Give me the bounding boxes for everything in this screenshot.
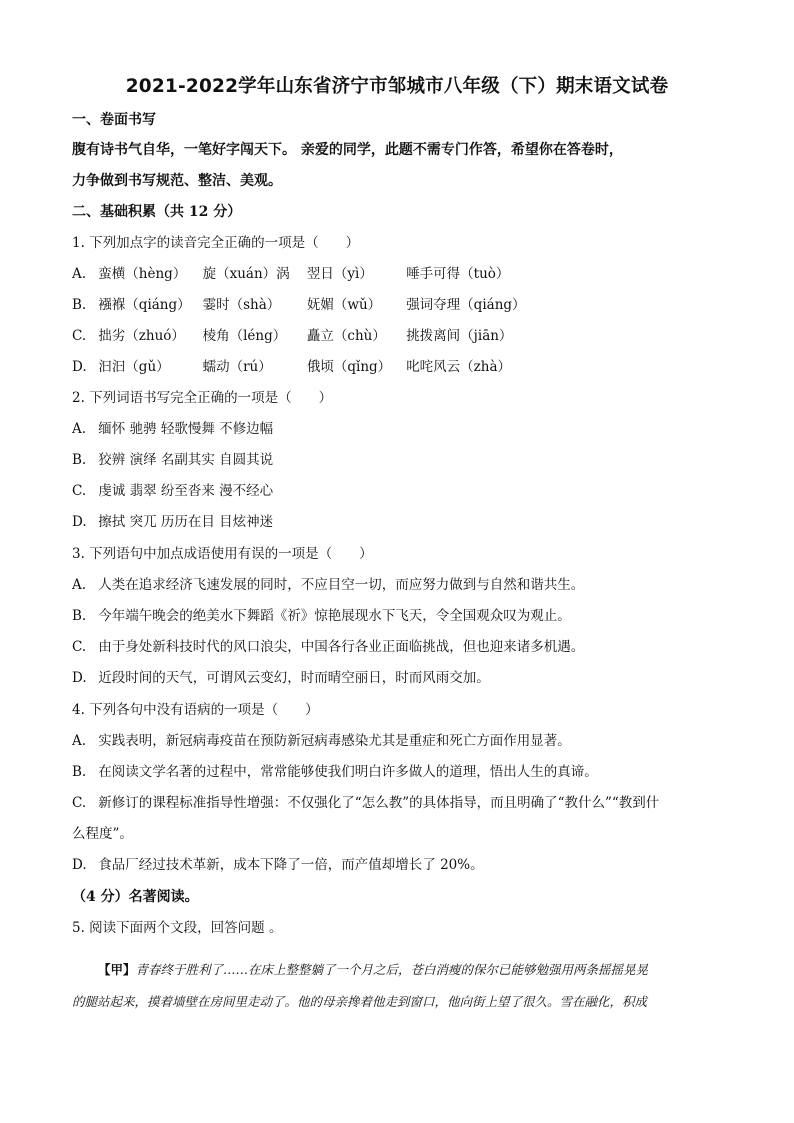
- option-item: 翌日（yì）: [306, 266, 373, 282]
- option-item: 挑拨离间（jiān）: [406, 328, 513, 344]
- excerpt-text: 青春终于胜利了……在床上整整躺了一个月之后，苍白消瘦的保尔已能够勉强用两条摇摇晃晃: [135, 962, 649, 977]
- option-item: 棱角（léng）: [202, 328, 287, 344]
- option-item: 霎时（shà）: [202, 297, 281, 313]
- question-3-option-a: [72, 575, 732, 595]
- option-label: D.: [72, 514, 87, 530]
- option-item: 汩汩（gǔ）: [98, 359, 170, 375]
- excerpt-line: 的腿站起来，摸着墙壁在房间里走动了。他的母亲搀着他走到窗口，他向街上望了很久。雪在融化，积成: [72, 994, 648, 1009]
- option-label: B.: [72, 608, 87, 624]
- option-item: 蛮横（hèng）: [98, 266, 187, 282]
- option-text: 么程度”。: [72, 826, 133, 842]
- question-2-option-a: [72, 419, 732, 439]
- option-label: A.: [72, 733, 87, 749]
- question-3-option-c: [72, 637, 732, 657]
- question-stem-1: 1. 下列加点字的读音完全正确的一项是（ ）: [72, 235, 360, 251]
- question-1-option-a: [72, 264, 732, 284]
- option-label: B.: [72, 452, 87, 468]
- option-item: 襁褓（qiáng）: [98, 297, 191, 313]
- page-title: 2021-2022学年山东省济宁市邹城市八年级（下）期末语文试卷: [125, 76, 669, 97]
- option-text: 擦拭 突兀 历历在目 目炫神迷: [98, 514, 274, 530]
- option-label: A.: [72, 421, 87, 437]
- question-stem-3: 3. 下列语句中加点成语使用有误的一项是（ ）: [72, 546, 373, 562]
- option-label: C.: [72, 639, 87, 655]
- option-text: 新修订的课程标准指导性增强：不仅强化了“怎么教”的具体指导，而且明确了“教什么”“教到什: [98, 795, 660, 811]
- question-3-option-b: [72, 606, 732, 626]
- option-text: 人类在追求经济飞速发展的同时，不应目空一切，而应努力做到与自然和谐共生。: [98, 577, 585, 593]
- option-label: A.: [72, 577, 87, 593]
- section-heading-basics: 二、基础积累（共 12 分）: [72, 204, 242, 220]
- option-item: 妩媚（wǔ）: [306, 297, 382, 313]
- question-2-option-d: [72, 512, 732, 532]
- option-label: C.: [72, 328, 87, 344]
- section-text-line: 力争做到书写规范、整洁、美观。: [72, 173, 282, 189]
- question-2-option-b: [72, 450, 732, 470]
- option-label: D.: [72, 670, 87, 686]
- question-2-option-c: [72, 481, 732, 501]
- option-text: 狡辨 演绎 名副其实 自圆其说: [98, 452, 274, 468]
- question-4-option-c: [72, 793, 732, 813]
- question-4-option-a: [72, 731, 732, 751]
- section-text-line: 腹有诗书气自华，一笔好字闯天下。 亲爱的同学，此题不需专门作答，希望你在答卷时，: [72, 142, 623, 158]
- option-item: 强词夺理（qiáng）: [406, 297, 526, 313]
- question-4-option-c-continued: [72, 824, 732, 844]
- option-label: D.: [72, 359, 87, 375]
- option-item: 矗立（chù）: [306, 328, 386, 344]
- question-4-option-d: [72, 855, 732, 875]
- question-stem-5: 5. 阅读下面两个文段，回答问题 。: [72, 920, 283, 936]
- option-text: 今年端午晚会的绝美水下舞蹈《祈》惊艳展现水下飞天，令全国观众叹为观止。: [98, 608, 571, 624]
- section-heading-classics: （4 分）名著阅读。: [72, 889, 199, 905]
- option-text: 实践表明，新冠病毒疫苗在预防新冠病毒感染尤其是重症和死亡方面作用显著。: [98, 733, 571, 749]
- excerpt-tag: 【甲】: [98, 962, 136, 977]
- option-label: B.: [72, 764, 87, 780]
- question-stem-2: 2. 下列词语书写完全正确的一项是（ ）: [72, 390, 333, 406]
- option-item: 旋（xuán）涡: [202, 266, 290, 282]
- option-item: 唾手可得（tuò）: [406, 266, 510, 282]
- excerpt-line: [72, 960, 758, 980]
- option-text: 虔诚 翡翠 纷至沓来 漫不经心: [98, 483, 274, 499]
- option-label: C.: [72, 483, 87, 499]
- question-1-option-d: [72, 357, 732, 377]
- section-heading-handwriting: 一、卷面书写: [72, 112, 156, 128]
- option-text: 缅怀 驰骋 轻歌慢舞 不修边幅: [98, 421, 274, 437]
- option-label: A.: [72, 266, 87, 282]
- option-item: 叱咤风云（zhà）: [406, 359, 512, 375]
- option-item: 拙劣（zhuó）: [98, 328, 185, 344]
- option-text: 食品厂经过技术革新，成本下降了一倍，而产值却增长了 20%。: [98, 857, 484, 873]
- option-label: B.: [72, 297, 87, 313]
- question-stem-4: 4. 下列各句中没有语病的一项是（ ）: [72, 702, 319, 718]
- option-text: 近段时间的天气，可谓风云变幻，时而晴空丽日，时而风雨交加。: [98, 670, 490, 686]
- question-3-option-d: [72, 668, 732, 688]
- question-1-option-b: [72, 295, 732, 315]
- option-item: 蠕动（rú）: [202, 359, 272, 375]
- option-item: 俄顷（qǐng）: [306, 359, 392, 375]
- option-text: 在阅读文学名著的过程中，常常能够使我们明白许多做人的道理，悟出人生的真谛。: [98, 764, 598, 780]
- question-4-option-b: [72, 762, 732, 782]
- question-1-option-c: [72, 326, 732, 346]
- option-label: C.: [72, 795, 87, 811]
- option-text: 由于身处新科技时代的风口浪尖，中国各行各业正面临挑战，但也迎来诸多机遇。: [98, 639, 585, 655]
- option-label: D.: [72, 857, 87, 873]
